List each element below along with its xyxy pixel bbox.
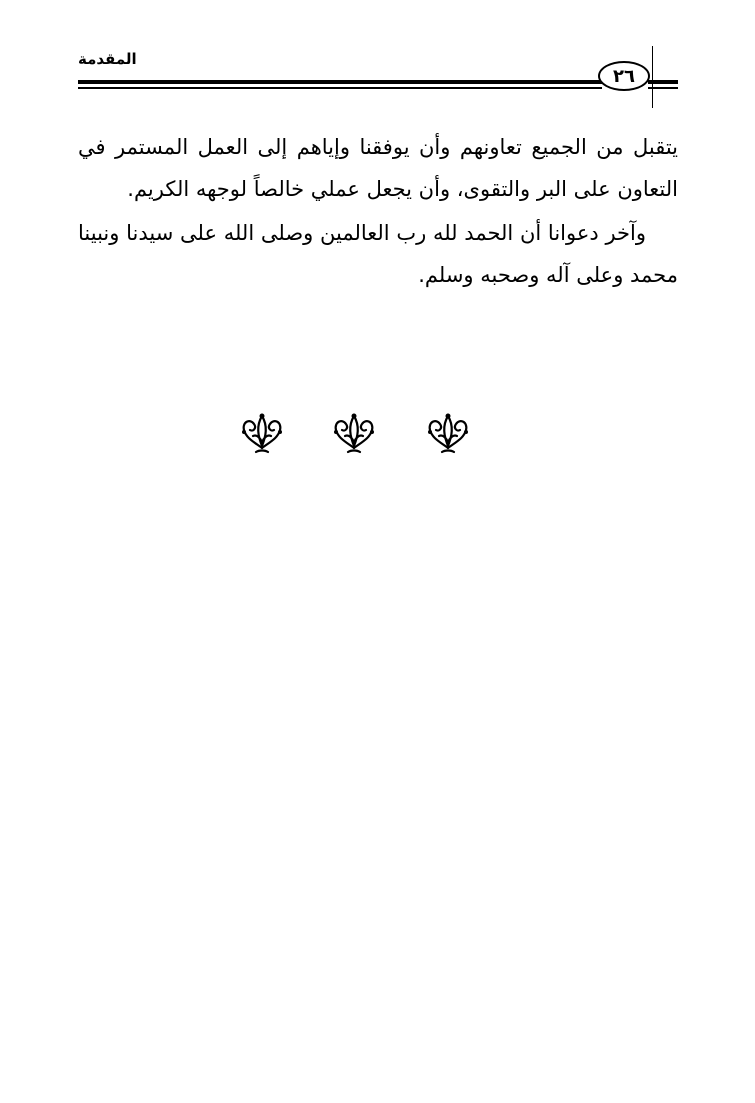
header-corner-line <box>652 46 653 108</box>
header-rule-thin <box>78 87 602 89</box>
floral-ornament-icon <box>236 408 288 456</box>
paragraph-closing-wish: يتقبل من الجميع تعاونهم وأن يوفقنا وإياهم إلى العمل المستمر في التعاون على البر والتقوى، وأن يجعل عملي خالصاً لوجهه الكريم. <box>78 135 678 201</box>
page-number-badge <box>598 61 650 91</box>
header-rule-thick <box>78 80 602 84</box>
floral-ornament-icon <box>328 408 380 456</box>
floral-ornament-icon <box>422 408 474 456</box>
running-header-title: المقدمة <box>78 50 137 68</box>
paragraph-closing-prayer: وآخر دعوانا أن الحمد لله رب العالمين وصلى الله على سيدنا ونبينا محمد وعلى آله وصحبه وسلم. <box>78 221 678 287</box>
page-number: ٢٦ <box>613 65 635 87</box>
section-end-ornaments <box>0 408 755 460</box>
